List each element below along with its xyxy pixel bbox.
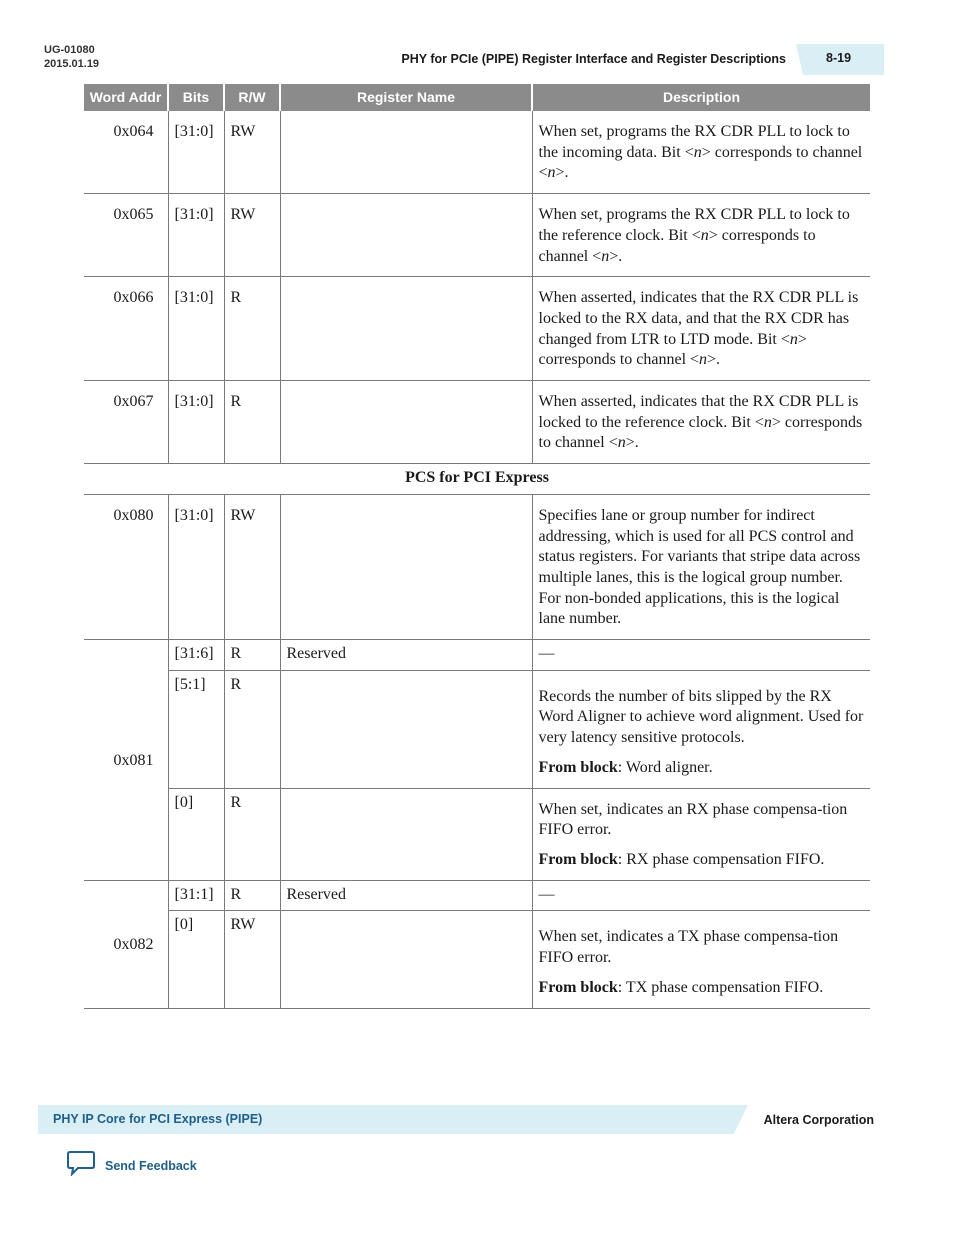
bits-cell: [0] [168,911,224,1008]
speech-bubble-icon [66,1150,96,1181]
from-block-line [539,978,865,999]
rw-cell: RW [224,111,280,194]
description-cell [532,670,870,788]
from-block-value: : RX phase compensation FIFO. [617,850,825,868]
send-feedback-label[interactable]: Send Feedback [105,1158,197,1173]
description-cell [532,911,870,1008]
bits-cell: [31:0] [168,277,224,381]
register-table [84,84,870,1009]
section-heading: PCS for PCI Express [84,464,870,495]
table-header-row [84,84,870,111]
from-block-line [539,758,865,779]
table-row [84,494,870,639]
bits-cell: [0] [168,788,224,880]
rw-cell: R [224,381,280,464]
description-text: Records the number of bits slipped by the RX Word Aligner to achieve word alignment. Used for very latency sensitive protocols. [538,687,864,747]
table-row [84,277,870,381]
column-header-word-addr: Word Addr [84,84,168,111]
register-name-cell [280,111,532,194]
description-cell: — [532,640,870,671]
bits-cell: [31:0] [168,194,224,277]
bits-cell: [5:1] [168,670,224,788]
rw-cell: R [224,788,280,880]
register-name-cell: Reserved [280,640,532,671]
rw-cell: R [224,880,280,911]
word-addr-cell: 0x067 [84,381,168,464]
word-addr-cell: 0x064 [84,111,168,194]
register-name-cell [280,494,532,639]
description-cell [532,788,870,880]
bits-cell: [31:1] [168,880,224,911]
table-row [84,194,870,277]
word-addr-cell: 0x082 [84,880,168,1008]
rw-cell: RW [224,494,280,639]
description-cell: When asserted, indicates that the RX CDR PLL is locked to the reference clock. Bit <n> corresponds to channel <n>. [532,381,870,464]
table-row [84,788,870,880]
description-text: When set, indicates a TX phase compensa-tion FIFO error. [538,928,839,967]
bits-cell: [31:0] [168,381,224,464]
footer-company: Altera Corporation [763,1113,874,1127]
table-row [84,911,870,1008]
column-header-description: Description [532,84,870,111]
rw-cell: RW [224,911,280,1008]
description-cell: When asserted, indicates that the RX CDR PLL is locked to the RX data, and that the RX CDR has changed from LTR to LTD mode. Bit <n> corresponds to channel <n>. [532,277,870,381]
description-cell: When set, programs the RX CDR PLL to lock to the reference clock. Bit <n> corresponds to channel <n>. [532,194,870,277]
bits-cell: [31:6] [168,640,224,671]
doc-date: 2015.01.19 [44,58,100,70]
column-header-rw: R/W [224,84,280,111]
page-number: 8-19 [826,51,852,65]
table-row [84,640,870,671]
register-name-cell [280,670,532,788]
column-header-register-name: Register Name [280,84,532,111]
register-name-cell [280,194,532,277]
word-addr-cell: 0x066 [84,277,168,381]
word-addr-cell: 0x080 [84,494,168,639]
rw-cell: R [224,277,280,381]
rw-cell: R [224,670,280,788]
rw-cell: RW [224,194,280,277]
word-addr-cell: 0x081 [84,640,168,881]
page-title: PHY for PCIe (PIPE) Register Interface and Register Descriptions [401,52,786,66]
section-row [84,464,870,495]
register-name-cell [280,911,532,1008]
register-name-cell: Reserved [280,880,532,911]
from-block-label: From block [538,758,618,776]
column-header-bits: Bits [168,84,224,111]
bits-cell: [31:0] [168,494,224,639]
doc-id-block [44,43,99,71]
from-block-label: From block [538,850,618,868]
description-cell: Specifies lane or group number for indirect addressing, which is used for all PCS control and status registers. For variants that stripe data across multiple lanes, this is the logical group number. For non-bonded applications, this is the logical lane number. [532,494,870,639]
from-block-line [539,850,865,871]
rw-cell: R [224,640,280,671]
bits-cell: [31:0] [168,111,224,194]
table-row [84,880,870,911]
footer-title-link[interactable]: PHY IP Core for PCI Express (PIPE) [53,1112,263,1126]
register-name-cell [280,277,532,381]
table-row [84,111,870,194]
table-row [84,670,870,788]
description-cell: When set, programs the RX CDR PLL to lock to the incoming data. Bit <n> corresponds to channel <n>. [532,111,870,194]
from-block-label: From block [538,978,618,996]
description-cell: — [532,880,870,911]
word-addr-cell: 0x065 [84,194,168,277]
description-text: When set, indicates an RX phase compensa-tion FIFO error. [538,800,848,839]
register-name-cell [280,381,532,464]
table-row [84,381,870,464]
register-name-cell [280,788,532,880]
from-block-value: : TX phase compensation FIFO. [617,978,824,996]
send-feedback-link[interactable] [66,1150,197,1181]
doc-id: UG-01080 [44,44,95,56]
from-block-value: : Word aligner. [617,758,713,776]
